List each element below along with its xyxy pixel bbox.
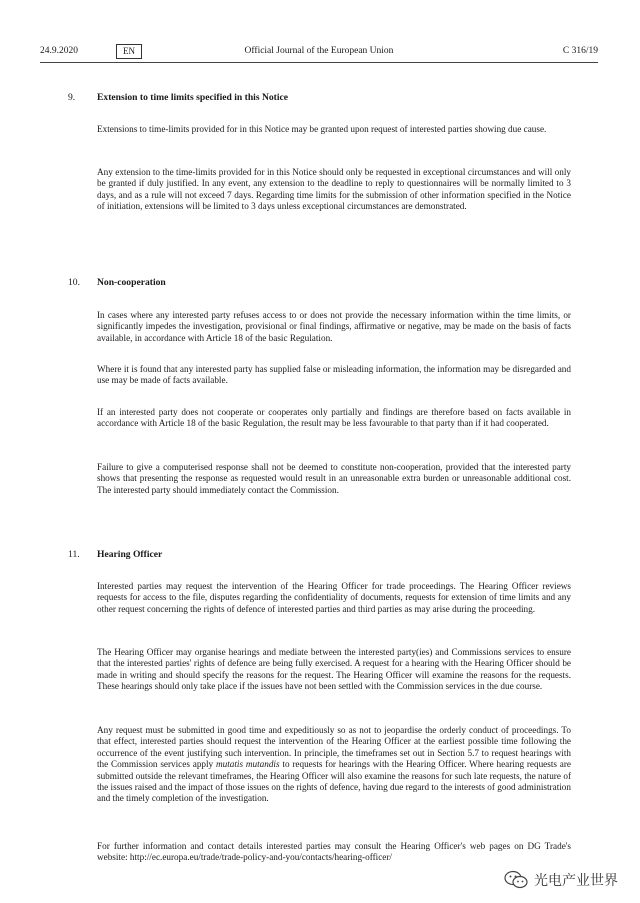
header-divider: [40, 62, 598, 63]
publication-date: 24.9.2020: [40, 46, 78, 56]
section-number: 10.: [68, 277, 80, 288]
paragraph: Any extension to the time-limits provided for in this Notice should only be requested in exceptional circumstances and will only be granted if duly justified. In any event, any extension to the deadline to reply to questionnaires will be normally limited to 3 days, and as a rule will not exceed 7 days. Regarding time limits for the submission of other information specified in the Notice of initiation, extensions will be limited to 3 days unless exceptional circumstances are demonstrated.: [97, 167, 571, 212]
section-title: Non-cooperation: [97, 277, 166, 288]
paragraph: Extensions to time-limits provided for in this Notice may be granted upon request of interested parties showing due cause.: [97, 124, 547, 134]
paragraph: Any request must be submitted in good time and expeditiously so as not to jeopardise the orderly conduct of proceedings. To that effect, interested parties should request the intervention of the Hearing Officer at the earliest possible time following the occurrence of the event justifying such intervention. In principle, the timeframes set out in Section 5.7 to request hearings with the Commission services apply mutatis mutandis to requests for hearings with the Hearing Officer. Where hearing requests are submitted outside the relevant timeframes, the Hearing Officer will also examine the reasons for such late requests, the nature of the issues raised and the impact of those issues on the rights of defence, having due regard to the interests of good administration and the timely completion of the investigation.: [97, 725, 572, 804]
watermark: [504, 869, 618, 891]
page-reference: C 316/19: [562, 46, 598, 56]
paragraph: Failure to give a computerised response shall not be deemed to constitute non-cooperation, provided that the interested party shows that presenting the response as requested would result in an unreasonable extra burden or unreasonable additional cost. The interested party should immediately contact the Commission.: [97, 462, 571, 495]
language-badge: EN: [116, 44, 142, 59]
section-number: 9.: [68, 92, 76, 103]
paragraph: The Hearing Officer may organise hearings and mediate between the interested party(ies) and Commissions services to ensure that the interested parties' rights of defence are being fully exercised. A request for a hearing with the Hearing Officer should be made in writing and should specify the reasons for the request. The Hearing Officer will examine the reasons for the requests. These hearings should only take place if the issues have not been settled with the Commission services in the due course.: [97, 647, 571, 692]
paragraph: Interested parties may request the intervention of the Hearing Officer for trade proceedings. The Hearing Officer reviews requests for access to the file, disputes regarding the confidentiality of documents, requests for extension of time limits and any other request concerning the rights of defence of interested parties and third parties as may arise during the proceeding.: [97, 581, 571, 614]
section-title: Extension to time limits specified in this Notice: [97, 92, 289, 103]
wechat-icon: [504, 870, 528, 890]
journal-title: Official Journal of the European Union: [244, 46, 394, 56]
section-title: Hearing Officer: [97, 549, 163, 560]
page-header: [40, 44, 598, 60]
paragraph: Where it is found that any interested party has supplied false or misleading information, the information may be disregarded and use may be made of facts available.: [97, 364, 571, 386]
paragraph: If an interested party does not cooperate or cooperates only partially and findings are therefore based on facts available in accordance with Article 18 of the basic Regulation, the result may be less favourable to that party than if it had cooperated.: [97, 407, 571, 429]
paragraph: For further information and contact details interested parties may consult the Hearing Officer's web pages on DG Trade's website: http://ec.europa.eu/trade/trade-policy-and-you/contacts/hearing-officer/: [97, 841, 571, 863]
watermark-text: 光电产业世界: [534, 873, 618, 889]
paragraph: In cases where any interested party refuses access to or does not provide the necessary information within the time limits, or significantly impedes the investigation, provisional or final findings, affirmative or negative, may be made on the basis of facts available, in accordance with Article 18 of the basic Regulation.: [97, 310, 571, 343]
section-number: 11.: [68, 549, 80, 560]
